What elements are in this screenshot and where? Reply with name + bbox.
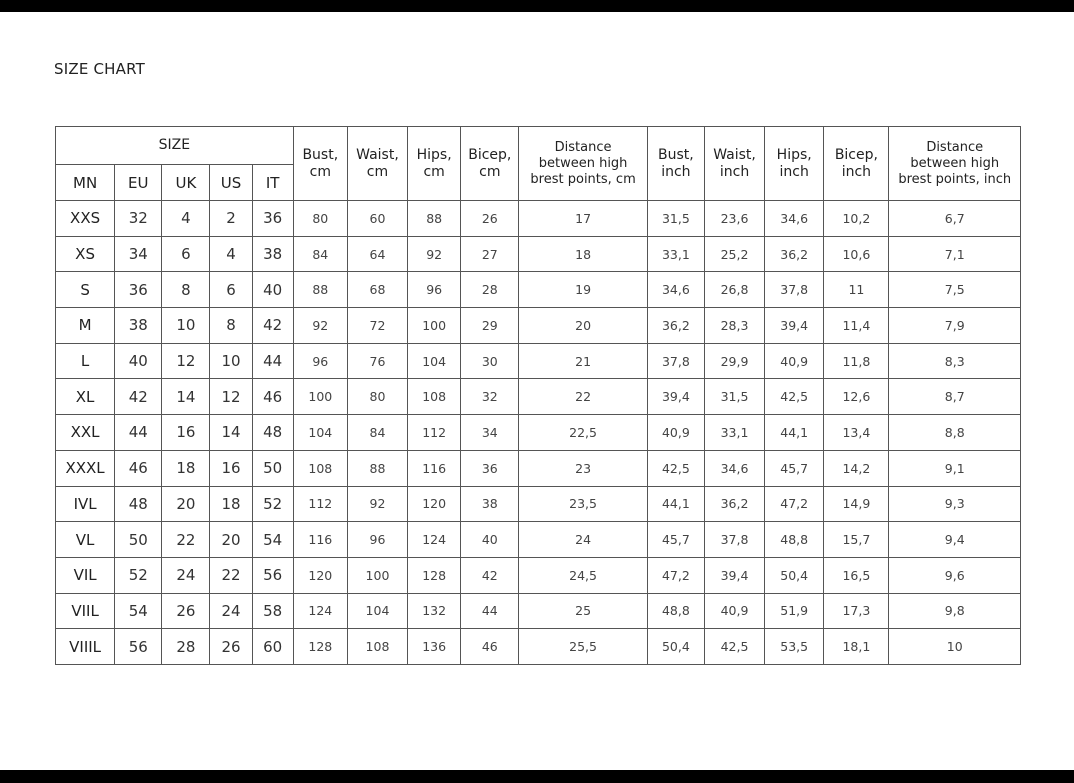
cell-us: 4 xyxy=(210,236,252,272)
cell-bust-cm: 84 xyxy=(293,236,347,272)
cell-uk: 12 xyxy=(162,343,210,379)
cell-eu: 34 xyxy=(115,236,162,272)
cell-distance-inch: 9,1 xyxy=(889,450,1021,486)
size-chart-table xyxy=(55,126,1021,665)
cell-eu: 36 xyxy=(115,272,162,308)
cell-waist-cm: 88 xyxy=(347,450,407,486)
cell-us: 18 xyxy=(210,486,252,522)
cell-mn: VL xyxy=(56,522,115,558)
cell-distance-cm: 21 xyxy=(519,343,647,379)
header-us: US xyxy=(210,165,252,201)
cell-waist-cm: 92 xyxy=(347,486,407,522)
cell-waist-inch: 26,8 xyxy=(704,272,764,308)
cell-distance-cm: 22,5 xyxy=(519,415,647,451)
cell-bicep-cm: 40 xyxy=(461,522,519,558)
header-eu: EU xyxy=(115,165,162,201)
cell-waist-inch: 34,6 xyxy=(704,450,764,486)
cell-waist-cm: 108 xyxy=(347,629,407,665)
cell-bust-cm: 80 xyxy=(293,201,347,237)
size-chart-body xyxy=(56,201,1021,665)
cell-it: 50 xyxy=(252,450,293,486)
table-row xyxy=(56,272,1021,308)
cell-bicep-inch: 14,9 xyxy=(824,486,889,522)
cell-distance-inch: 7,1 xyxy=(889,236,1021,272)
header-bicep-cm-line2: cm xyxy=(479,163,501,180)
cell-eu: 46 xyxy=(115,450,162,486)
cell-bust-cm: 104 xyxy=(293,415,347,451)
cell-eu: 44 xyxy=(115,415,162,451)
cell-bust-inch: 47,2 xyxy=(647,557,704,593)
header-bust-inch-line1: Bust, xyxy=(658,146,694,163)
header-waist-inch-line2: inch xyxy=(719,163,750,180)
cell-distance-inch: 8,3 xyxy=(889,343,1021,379)
cell-bust-inch: 34,6 xyxy=(647,272,704,308)
cell-bicep-cm: 34 xyxy=(461,415,519,451)
cell-waist-inch: 36,2 xyxy=(704,486,764,522)
header-bicep-inch-line1: Bicep, xyxy=(834,146,878,163)
header-distance-inch-line2: between high xyxy=(910,155,1000,171)
cell-hips-cm: 108 xyxy=(408,379,461,415)
cell-mn: VIL xyxy=(56,557,115,593)
table-row xyxy=(56,343,1021,379)
cell-uk: 20 xyxy=(162,486,210,522)
cell-distance-cm: 25,5 xyxy=(519,629,647,665)
cell-distance-inch: 7,5 xyxy=(889,272,1021,308)
cell-hips-inch: 42,5 xyxy=(765,379,824,415)
cell-uk: 10 xyxy=(162,308,210,344)
header-hips-inch-line1: Hips, xyxy=(776,146,812,163)
cell-bust-cm: 124 xyxy=(293,593,347,629)
cell-bust-inch: 45,7 xyxy=(647,522,704,558)
cell-it: 52 xyxy=(252,486,293,522)
cell-bust-inch: 48,8 xyxy=(647,593,704,629)
header-bust-cm-line2: cm xyxy=(309,163,331,180)
cell-bicep-cm: 44 xyxy=(461,593,519,629)
cell-bust-inch: 50,4 xyxy=(647,629,704,665)
table-row xyxy=(56,593,1021,629)
cell-bust-inch: 39,4 xyxy=(647,379,704,415)
cell-bust-cm: 100 xyxy=(293,379,347,415)
cell-bicep-cm: 29 xyxy=(461,308,519,344)
header-distance-cm-line2: between high xyxy=(538,155,628,171)
header-row-1 xyxy=(56,127,1021,165)
cell-us: 22 xyxy=(210,557,252,593)
cell-it: 42 xyxy=(252,308,293,344)
cell-bicep-inch: 14,2 xyxy=(824,450,889,486)
header-hips-inch xyxy=(765,127,824,201)
cell-distance-inch: 9,4 xyxy=(889,522,1021,558)
cell-bicep-cm: 36 xyxy=(461,450,519,486)
cell-hips-cm: 116 xyxy=(408,450,461,486)
cell-uk: 6 xyxy=(162,236,210,272)
cell-hips-inch: 48,8 xyxy=(765,522,824,558)
cell-mn: IVL xyxy=(56,486,115,522)
header-bust-inch xyxy=(647,127,704,201)
cell-it: 40 xyxy=(252,272,293,308)
header-bust-inch-line2: inch xyxy=(661,163,691,180)
cell-hips-cm: 104 xyxy=(408,343,461,379)
cell-distance-inch: 6,7 xyxy=(889,201,1021,237)
header-distance-inch xyxy=(889,127,1021,201)
header-mn: MN xyxy=(56,165,115,201)
cell-eu: 54 xyxy=(115,593,162,629)
cell-eu: 32 xyxy=(115,201,162,237)
cell-it: 58 xyxy=(252,593,293,629)
cell-distance-cm: 17 xyxy=(519,201,647,237)
cell-mn: XXXL xyxy=(56,450,115,486)
cell-uk: 4 xyxy=(162,201,210,237)
cell-distance-cm: 18 xyxy=(519,236,647,272)
cell-bicep-cm: 26 xyxy=(461,201,519,237)
header-hips-cm-line1: Hips, xyxy=(416,146,452,163)
cell-bust-cm: 88 xyxy=(293,272,347,308)
cell-bicep-inch: 18,1 xyxy=(824,629,889,665)
cell-mn: VIIL xyxy=(56,593,115,629)
cell-mn: XL xyxy=(56,379,115,415)
header-waist-inch-line1: Waist, xyxy=(713,146,756,163)
bottom-black-bar xyxy=(0,770,1074,783)
header-hips-cm xyxy=(408,127,461,201)
cell-distance-inch: 9,3 xyxy=(889,486,1021,522)
cell-hips-cm: 132 xyxy=(408,593,461,629)
cell-bicep-inch: 17,3 xyxy=(824,593,889,629)
cell-mn: VIIIL xyxy=(56,629,115,665)
cell-bicep-inch: 12,6 xyxy=(824,379,889,415)
header-distance-inch-line3: brest points, inch xyxy=(898,171,1012,187)
cell-uk: 24 xyxy=(162,557,210,593)
cell-bicep-inch: 15,7 xyxy=(824,522,889,558)
cell-bust-cm: 120 xyxy=(293,557,347,593)
cell-mn: XXL xyxy=(56,415,115,451)
page-title: SIZE CHART xyxy=(54,60,145,78)
cell-us: 8 xyxy=(210,308,252,344)
table-row xyxy=(56,629,1021,665)
cell-hips-inch: 40,9 xyxy=(765,343,824,379)
cell-hips-cm: 96 xyxy=(408,272,461,308)
cell-it: 56 xyxy=(252,557,293,593)
cell-bust-inch: 44,1 xyxy=(647,486,704,522)
cell-waist-inch: 33,1 xyxy=(704,415,764,451)
cell-waist-cm: 64 xyxy=(347,236,407,272)
cell-waist-inch: 29,9 xyxy=(704,343,764,379)
cell-bicep-inch: 16,5 xyxy=(824,557,889,593)
cell-hips-cm: 136 xyxy=(408,629,461,665)
header-bicep-cm xyxy=(461,127,519,201)
header-it: IT xyxy=(252,165,293,201)
cell-distance-inch: 8,7 xyxy=(889,379,1021,415)
cell-distance-inch: 9,6 xyxy=(889,557,1021,593)
cell-waist-cm: 60 xyxy=(347,201,407,237)
table-row xyxy=(56,201,1021,237)
cell-us: 2 xyxy=(210,201,252,237)
cell-hips-inch: 39,4 xyxy=(765,308,824,344)
size-group-header: SIZE xyxy=(56,127,294,165)
cell-waist-inch: 39,4 xyxy=(704,557,764,593)
table-row xyxy=(56,450,1021,486)
cell-us: 6 xyxy=(210,272,252,308)
cell-bicep-cm: 30 xyxy=(461,343,519,379)
cell-distance-cm: 25 xyxy=(519,593,647,629)
cell-hips-cm: 100 xyxy=(408,308,461,344)
cell-waist-cm: 96 xyxy=(347,522,407,558)
cell-distance-cm: 19 xyxy=(519,272,647,308)
cell-eu: 56 xyxy=(115,629,162,665)
table-row xyxy=(56,522,1021,558)
cell-it: 48 xyxy=(252,415,293,451)
header-distance-inch-line1: Distance xyxy=(926,139,984,155)
table-row xyxy=(56,379,1021,415)
cell-hips-inch: 53,5 xyxy=(765,629,824,665)
cell-hips-inch: 51,9 xyxy=(765,593,824,629)
cell-bust-inch: 31,5 xyxy=(647,201,704,237)
cell-eu: 40 xyxy=(115,343,162,379)
cell-us: 24 xyxy=(210,593,252,629)
cell-eu: 52 xyxy=(115,557,162,593)
cell-hips-inch: 36,2 xyxy=(765,236,824,272)
cell-bicep-inch: 11,4 xyxy=(824,308,889,344)
cell-hips-inch: 34,6 xyxy=(765,201,824,237)
cell-it: 38 xyxy=(252,236,293,272)
table-row xyxy=(56,415,1021,451)
table-row xyxy=(56,557,1021,593)
cell-bust-inch: 37,8 xyxy=(647,343,704,379)
table-row xyxy=(56,308,1021,344)
cell-bicep-inch: 11,8 xyxy=(824,343,889,379)
cell-waist-inch: 40,9 xyxy=(704,593,764,629)
cell-distance-inch: 10 xyxy=(889,629,1021,665)
cell-waist-inch: 42,5 xyxy=(704,629,764,665)
cell-bust-cm: 116 xyxy=(293,522,347,558)
cell-bust-inch: 42,5 xyxy=(647,450,704,486)
cell-hips-cm: 124 xyxy=(408,522,461,558)
header-hips-cm-line2: cm xyxy=(423,163,445,180)
cell-distance-inch: 7,9 xyxy=(889,308,1021,344)
table-row xyxy=(56,486,1021,522)
cell-uk: 18 xyxy=(162,450,210,486)
cell-distance-cm: 23 xyxy=(519,450,647,486)
cell-mn: XS xyxy=(56,236,115,272)
cell-bicep-cm: 42 xyxy=(461,557,519,593)
cell-bicep-cm: 38 xyxy=(461,486,519,522)
cell-us: 12 xyxy=(210,379,252,415)
cell-bust-inch: 33,1 xyxy=(647,236,704,272)
cell-waist-inch: 28,3 xyxy=(704,308,764,344)
header-waist-inch xyxy=(704,127,764,201)
cell-bust-cm: 112 xyxy=(293,486,347,522)
cell-hips-inch: 45,7 xyxy=(765,450,824,486)
cell-hips-cm: 88 xyxy=(408,201,461,237)
cell-eu: 50 xyxy=(115,522,162,558)
cell-mn: L xyxy=(56,343,115,379)
cell-hips-cm: 120 xyxy=(408,486,461,522)
cell-it: 54 xyxy=(252,522,293,558)
top-black-bar xyxy=(0,0,1074,12)
cell-mn: XXS xyxy=(56,201,115,237)
cell-hips-cm: 112 xyxy=(408,415,461,451)
cell-waist-cm: 104 xyxy=(347,593,407,629)
cell-bust-cm: 92 xyxy=(293,308,347,344)
cell-bust-cm: 128 xyxy=(293,629,347,665)
header-distance-cm-line1: Distance xyxy=(554,139,612,155)
header-waist-cm-line1: Waist, xyxy=(356,146,399,163)
cell-waist-inch: 37,8 xyxy=(704,522,764,558)
cell-bicep-cm: 46 xyxy=(461,629,519,665)
cell-uk: 16 xyxy=(162,415,210,451)
cell-bicep-inch: 10,2 xyxy=(824,201,889,237)
cell-hips-inch: 37,8 xyxy=(765,272,824,308)
cell-bust-cm: 108 xyxy=(293,450,347,486)
cell-us: 20 xyxy=(210,522,252,558)
table-row xyxy=(56,236,1021,272)
cell-it: 60 xyxy=(252,629,293,665)
cell-bust-cm: 96 xyxy=(293,343,347,379)
cell-mn: S xyxy=(56,272,115,308)
header-uk: UK xyxy=(162,165,210,201)
cell-it: 46 xyxy=(252,379,293,415)
cell-distance-cm: 24 xyxy=(519,522,647,558)
cell-waist-cm: 76 xyxy=(347,343,407,379)
cell-waist-cm: 84 xyxy=(347,415,407,451)
cell-bicep-cm: 28 xyxy=(461,272,519,308)
cell-hips-cm: 128 xyxy=(408,557,461,593)
cell-waist-inch: 31,5 xyxy=(704,379,764,415)
header-distance-cm-line3: brest points, cm xyxy=(530,171,636,187)
cell-us: 10 xyxy=(210,343,252,379)
cell-waist-cm: 68 xyxy=(347,272,407,308)
cell-bicep-inch: 11 xyxy=(824,272,889,308)
cell-waist-cm: 72 xyxy=(347,308,407,344)
header-bicep-cm-line1: Bicep, xyxy=(468,146,512,163)
cell-bust-inch: 40,9 xyxy=(647,415,704,451)
cell-hips-inch: 44,1 xyxy=(765,415,824,451)
header-bicep-inch xyxy=(824,127,889,201)
cell-uk: 14 xyxy=(162,379,210,415)
header-hips-inch-line2: inch xyxy=(779,163,809,180)
cell-mn: M xyxy=(56,308,115,344)
cell-it: 44 xyxy=(252,343,293,379)
cell-hips-inch: 47,2 xyxy=(765,486,824,522)
cell-distance-inch: 8,8 xyxy=(889,415,1021,451)
cell-distance-cm: 20 xyxy=(519,308,647,344)
cell-waist-inch: 23,6 xyxy=(704,201,764,237)
cell-uk: 22 xyxy=(162,522,210,558)
cell-distance-inch: 9,8 xyxy=(889,593,1021,629)
cell-waist-cm: 80 xyxy=(347,379,407,415)
cell-eu: 42 xyxy=(115,379,162,415)
header-waist-cm-line2: cm xyxy=(366,163,389,180)
cell-eu: 38 xyxy=(115,308,162,344)
cell-distance-cm: 22 xyxy=(519,379,647,415)
cell-bicep-cm: 27 xyxy=(461,236,519,272)
header-bust-cm-line1: Bust, xyxy=(302,146,339,163)
cell-distance-cm: 24,5 xyxy=(519,557,647,593)
cell-uk: 26 xyxy=(162,593,210,629)
header-bust-cm xyxy=(293,127,347,201)
cell-us: 14 xyxy=(210,415,252,451)
cell-hips-cm: 92 xyxy=(408,236,461,272)
cell-distance-cm: 23,5 xyxy=(519,486,647,522)
cell-uk: 28 xyxy=(162,629,210,665)
cell-uk: 8 xyxy=(162,272,210,308)
header-distance-cm xyxy=(519,127,647,201)
cell-eu: 48 xyxy=(115,486,162,522)
cell-bicep-inch: 10,6 xyxy=(824,236,889,272)
cell-waist-cm: 100 xyxy=(347,557,407,593)
header-waist-cm xyxy=(347,127,407,201)
cell-it: 36 xyxy=(252,201,293,237)
cell-bust-inch: 36,2 xyxy=(647,308,704,344)
cell-hips-inch: 50,4 xyxy=(765,557,824,593)
cell-us: 26 xyxy=(210,629,252,665)
cell-waist-inch: 25,2 xyxy=(704,236,764,272)
cell-us: 16 xyxy=(210,450,252,486)
header-bicep-inch-line2: inch xyxy=(841,163,872,180)
cell-bicep-cm: 32 xyxy=(461,379,519,415)
cell-bicep-inch: 13,4 xyxy=(824,415,889,451)
